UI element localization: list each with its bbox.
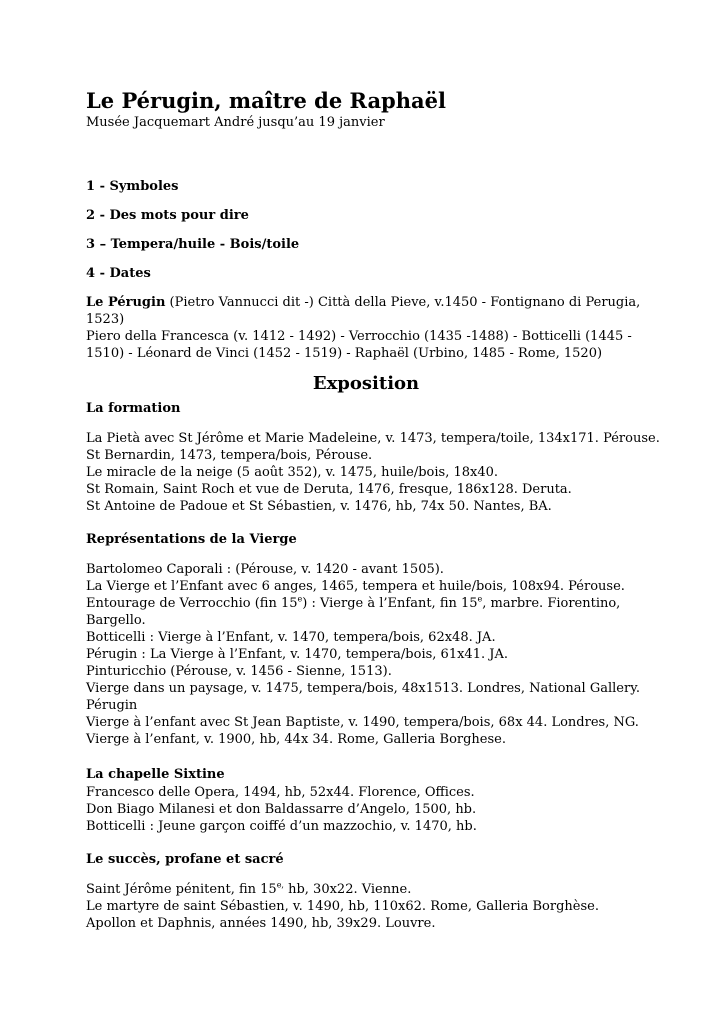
list-item: Le martyre de saint Sébastien, v. 1490, hb, 110x62. Rome, Galleria Borghèse. <box>86 899 599 914</box>
toc-list <box>86 178 646 283</box>
list-item: Vierge à l’enfant, v. 1900, hb, 44x 34. Rome, Galleria Borghese. <box>86 732 506 747</box>
toc-item-2: 2 - Des mots pour dire <box>86 208 249 223</box>
exposition-heading: Exposition <box>312 373 420 394</box>
succes-list <box>86 881 646 932</box>
list-item: Don Biago Milanesi et don Baldassarre d’Angelo, 1500, hb. <box>86 802 477 817</box>
sixtine-list <box>86 784 646 835</box>
formation-list <box>86 430 660 515</box>
list-item: Apollon et Daphnis, années 1490, hb, 39x29. Louvre. <box>86 916 436 931</box>
list-item: Vierge dans un paysage, v. 1475, tempera/bois, 48x1513. Londres, National Gallery. <box>86 681 640 696</box>
list-item: Pinturicchio (Pérouse, v. 1456 - Sienne, 1513). <box>86 664 392 679</box>
toc-item-3: 3 – Tempera/huile - Bois/toile <box>86 237 300 252</box>
bio-name: Le Pérugin <box>86 295 166 310</box>
list-item: St Antoine de Padoue et St Sébastien, v. 1476, hb, 74x 50. Nantes, BA. <box>86 499 552 514</box>
vierge-list <box>86 561 646 748</box>
sixtine-heading: La chapelle Sixtine <box>86 767 225 782</box>
list-item: Pérugin <box>86 698 138 713</box>
list-item: Pérugin : La Vierge à l’Enfant, v. 1470, tempera/bois, 61x41. JA. <box>86 647 508 662</box>
page-title: Le Pérugin, maître de Raphaël <box>86 88 446 113</box>
formation-heading: La formation <box>86 401 181 416</box>
list-item: St Romain, Saint Roch et vue de Deruta, 1476, fresque, 186x128. Deruta. <box>86 482 572 497</box>
document-page <box>86 88 660 932</box>
bio-paragraph <box>86 294 646 362</box>
toc-item-1: 1 - Symboles <box>86 179 179 194</box>
succes-heading: Le succès, profane et sacré <box>86 852 284 867</box>
list-item: La Pietà avec St Jérôme et Marie Madeleine, v. 1473, tempera/toile, 134x171. Pérouse. <box>86 431 660 446</box>
list-item: Bartolomeo Caporali : (Pérouse, v. 1420 - avant 1505). <box>86 562 444 577</box>
list-item: Le miracle de la neige (5 août 352), v. 1475, huile/bois, 18x40. <box>86 465 499 480</box>
list-item: Saint Jérôme pénitent, fin $15^{e,}$ hb, 30x22. Vienne. <box>86 880 412 897</box>
vierge-heading: Représentations de la Vierge <box>86 532 297 547</box>
toc-item-4: 4 - Dates <box>86 266 151 281</box>
page-subtitle: Musée Jacquemart André jusqu’au 19 janvier <box>86 115 385 130</box>
list-item: Francesco delle Opera, 1494, hb, 52x44. Florence, Offices. <box>86 785 475 800</box>
bio-line1: (Pietro Vannucci dit -) Città della Pieve, v.1450 - Fontignano di Perugia, 1523) <box>86 295 641 327</box>
list-item: Botticelli : Jeune garçon coiffé d’un mazzochio, v. 1470, hb. <box>86 819 477 834</box>
list-item: Vierge à l’enfant avec St Jean Baptiste, v. 1490, tempera/bois, 68x 44. Londres, NG. <box>86 715 639 730</box>
bio-line2: Piero della Francesca (v. 1412 - 1492) - Verrocchio (1435 -1488) - Botticelli (1445 - 1510) - Léonard de Vinci (1452 - 1519) - Raphaël (Urbino, 1485 - Rome, 1520) <box>86 329 632 361</box>
list-item: Entourage de Verrocchio (fin 15e) : Vierge à l’Enfant, fin 15e, marbre. Fiorentino, Bargello. <box>86 594 621 628</box>
list-item: Botticelli : Vierge à l’Enfant, v. 1470, tempera/bois, 62x48. JA. <box>86 630 496 645</box>
list-item: La Vierge et l’Enfant avec 6 anges, 1465, tempera et huile/bois, 108x94. Pérouse. <box>86 579 625 594</box>
list-item: St Bernardin, 1473, tempera/bois, Pérouse. <box>86 448 373 463</box>
